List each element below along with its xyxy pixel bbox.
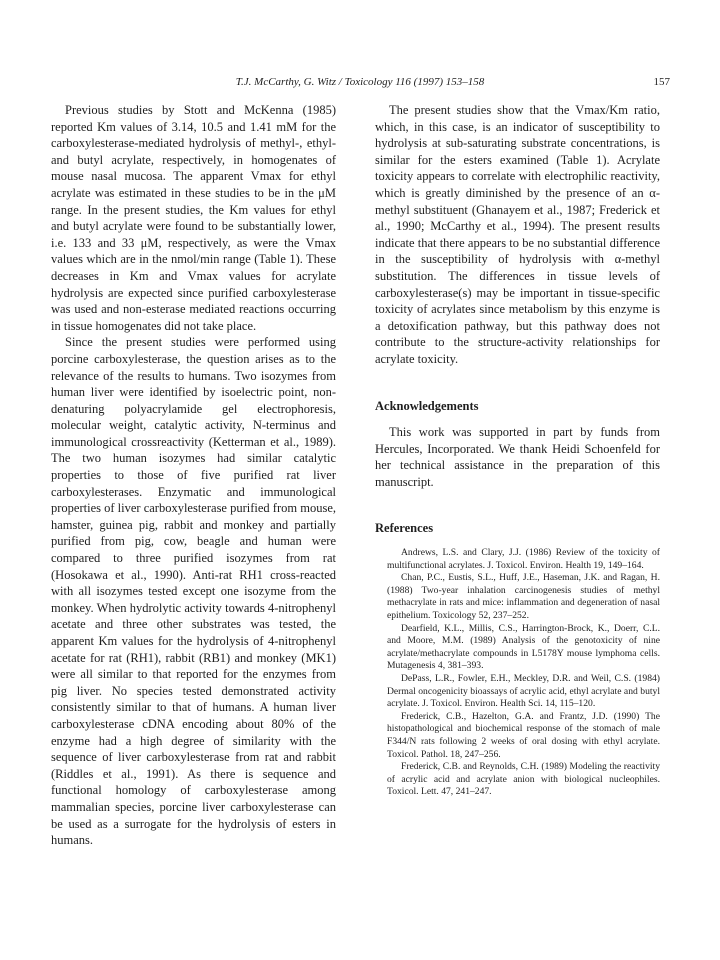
reference-item: DePass, L.R., Fowler, E.H., Meckley, D.R. and Weil, C.S. (1984) Dermal oncogenicity bioassays of acrylic acid, ethyl acrylate and butyl acrylate. J. Toxicol. Environ. Health Sci. 14, 115–120.: [387, 673, 660, 710]
body-paragraph: The present studies show that the Vmax/Km ratio, which, in this case, is an indicator of susceptibility to hydrolysis at sub-saturating substrate concentrations, is similar for the esters examined (Table 1). Acrylate toxicity appears to correlate with electrophilic reactivity, which is greatly diminished by the presence of an α-methyl substituent (Ghanayem et al., 1987; Frederick et al., 1990; McCarthy et al., 1994). The present results indicate that there appears to be no substantial difference in the susceptibility of hydrolysis with α-methyl substitution. The differences in tissue levels of carboxylesterase(s) may be important in tissue-specific toxicity of acrylates since metabolism by this enzyme is a detoxification pathway, but this pathway does not contribute to the structure-activity relationships for acrylate toxicity.: [375, 103, 660, 366]
reference-item: Chan, P.C., Eustis, S.L., Huff, J.E., Haseman, J.K. and Ragan, H. (1988) Two-year inhalation carcinogenesis studies of methyl methacrylate in rats and mice: inflammation and degeneration of nasal epithelium. Toxicology 52, 237–252.: [387, 572, 660, 622]
body-paragraph: Previous studies by Stott and McKenna (1985) reported Km values of 3.14, 10.5 and 1.41 mM for the carboxylesterase-mediated hydrolysis of methyl-, ethyl- and butyl acrylate, respectively, in homogenates of mouse nasal mucosa. The apparent Vmax for ethyl acrylate was estimated in these studies to be in the μM range. In the present studies, the Km values for ethyl and butyl acrylate were found to be substantially lower, i.e. 133 and 33 μM, respectively, as were the Vmax values which are in the nmol/min range (Table 1). These decreases in Km and Vmax values for acrylate hydrolysis are expected since purified carboxylesterase was used and non-esterase mediated reactions occurring in tissue homogenates did not take place.: [51, 103, 336, 333]
reference-item: Frederick, C.B. and Reynolds, C.H. (1989) Modeling the reactivity of acrylic acid and acrylate anion with biological nucleophiles. Toxicol. Lett. 47, 241–247.: [387, 761, 660, 798]
right-column: [375, 102, 660, 799]
page-number: 157: [653, 76, 670, 88]
acknowledgements-heading: Acknowledgements: [375, 398, 479, 413]
reference-item: Frederick, C.B., Hazelton, G.A. and Frantz, J.D. (1990) The histopathological and biochemical response of the stomach of male F344/N rats following 2 weeks of oral dosing with ethyl acrylate. Toxicol. Pathol. 18, 247–256.: [387, 710, 660, 760]
references-heading: References: [375, 521, 434, 536]
body-paragraph: Since the present studies were performed using porcine carboxylesterase, the question arises as to the relevance of the results to humans. Two isozymes from human liver were identified by isoelectric point, non-denaturing polyacrylamide gel electrophoresis, molecular weight, catalytic activity, N-terminus and immunological crossreactivity (Ketterman et al., 1989). The two human isozymes had similar catalytic properties to those of five purified rat liver carboxylesterases. Enzymatic and immunological properties of liver carboxylesterase purified from mouse, hamster, guinea pig, rabbit and monkey and partially purified from pig, cow, beagle and human were compared to three purified isozymes from rat (Hosokawa et al., 1990). Anti-rat RH1 cross-reacted with all isozymes tested except one isozyme from the monkey. When hydrolytic activity towards 4-nitrophenyl acetate and three other substrates was tested, the apparent Km values for the hydrolysis of 4-nitrophenyl acetate for rat (RH1), rabbit (RB1) and monkey (MK1) were all similar to that reported for the enzymes from pig liver. No species tested demonstrated activity consistently similar to that of humans. A human liver carboxylesterase cDNA encoding about 80% of the enzyme had a high degree of similarity with the sequence of liver carboxylesterase from rat and rabbit (Riddles et al., 1991). As there is sequence and functional homology of carboxylesterase among mammalian species, porcine liver carboxylesterase can be used as a surrogate for the hydrolysis of esters in humans.: [51, 335, 336, 848]
reference-item: Dearfield, K.L., Millis, C.S., Harrington-Brock, K., Doerr, C.L. and Moore, M.M. (1989) Analysis of the genotoxicity of nine acrylate/methacrylate compounds in L5178Y mouse lymphoma cells. Mutagenesis 4, 381–393.: [387, 622, 660, 672]
left-column: [51, 102, 336, 849]
reference-item: Andrews, L.S. and Clary, J.J. (1986) Review of the toxicity of multifunctional acrylates. J. Toxicol. Environ. Health 19, 149–164.: [387, 547, 660, 571]
reference-list: [375, 547, 660, 799]
acknowledgements-text: This work was supported in part by funds from Hercules, Incorporated. We thank Heidi Schoenfeld for her technical assistance in the preparation of this manuscript.: [375, 425, 660, 489]
running-head: T.J. McCarthy, G. Witz / Toxicology 116 (1997) 153–158: [235, 76, 485, 88]
